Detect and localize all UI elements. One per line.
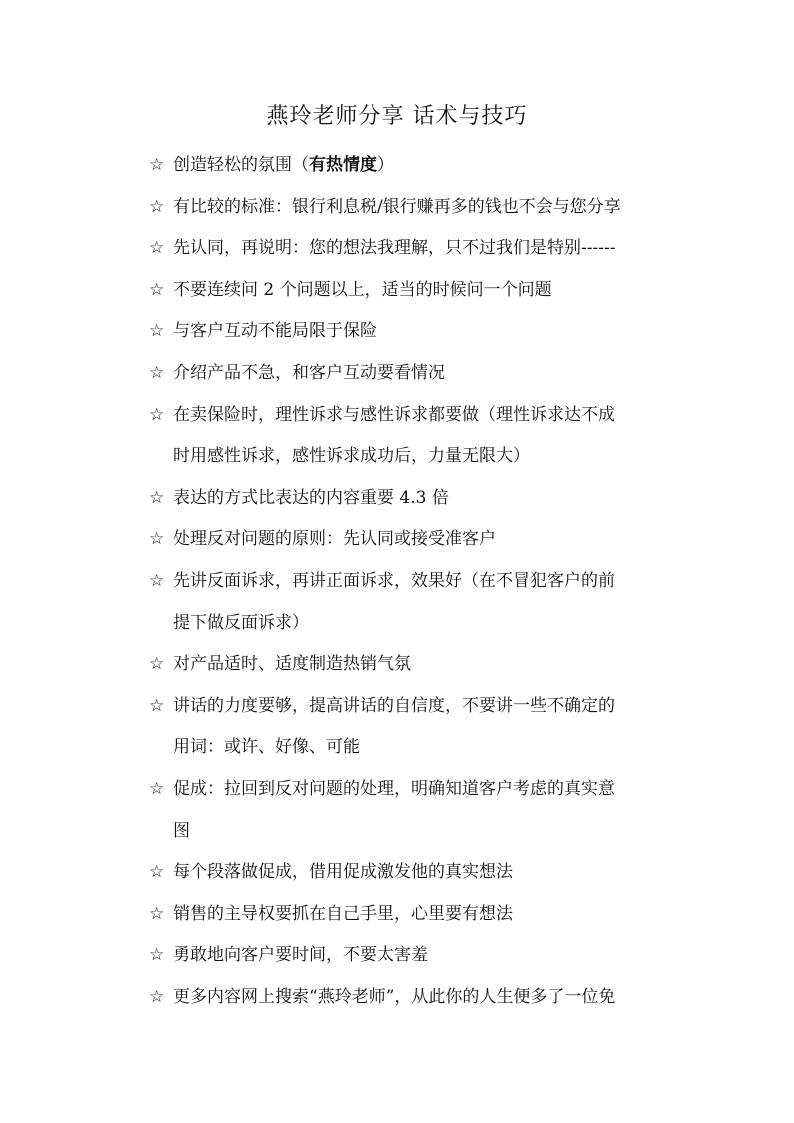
list-item bbox=[149, 395, 689, 478]
list-item-continuation: 图 bbox=[173, 820, 190, 841]
star-bullet-icon: ☆ bbox=[149, 487, 165, 508]
list-item-main-text: 表达的方式比表达的内容重要 4.3 倍 bbox=[173, 487, 449, 508]
list-item bbox=[149, 228, 689, 270]
list-item-text bbox=[173, 311, 689, 353]
list-item-main-text: 创造轻松的氛围（ bbox=[173, 155, 309, 175]
star-bullet-icon: ☆ bbox=[149, 321, 165, 342]
star-bullet-icon: ☆ bbox=[149, 778, 165, 799]
star-bullet-icon: ☆ bbox=[149, 238, 165, 259]
list-item-main-text: 勇敢地向客户要时间，不要太害羞 bbox=[173, 945, 428, 966]
list-item-text bbox=[173, 644, 689, 686]
list-item-main-text: 先讲反面诉求，再讲正面诉求，效果好（在不冒犯客户的前 bbox=[173, 570, 615, 591]
list-item-text bbox=[173, 228, 689, 270]
list-item bbox=[149, 852, 689, 894]
list-item-main-text: 讲话的力度要够，提高讲话的自信度，不要讲一些不确定的 bbox=[173, 695, 615, 716]
list-item-main-text: 销售的主导权要抓在自己手里，心里要有想法 bbox=[173, 903, 513, 924]
list-item bbox=[149, 311, 689, 353]
bullet-list bbox=[149, 145, 689, 1018]
star-bullet-icon: ☆ bbox=[149, 570, 165, 591]
list-item-text bbox=[173, 270, 689, 312]
list-item bbox=[149, 644, 689, 686]
list-item bbox=[149, 935, 689, 977]
star-bullet-icon: ☆ bbox=[149, 862, 165, 883]
list-item-text bbox=[173, 478, 689, 520]
list-item bbox=[149, 519, 689, 561]
star-bullet-icon: ☆ bbox=[149, 362, 165, 383]
list-item-text bbox=[173, 561, 689, 603]
list-item-text bbox=[173, 977, 689, 1019]
list-item bbox=[149, 686, 689, 769]
list-item bbox=[149, 894, 689, 936]
list-item-main-text: 在卖保险时，理性诉求与感性诉求都要做（理性诉求达不成 bbox=[173, 404, 615, 425]
star-bullet-icon: ☆ bbox=[149, 404, 165, 425]
list-item-tail-text: ） bbox=[377, 155, 394, 175]
star-bullet-icon: ☆ bbox=[149, 196, 165, 217]
list-item-main-text: 更多内容网上搜索“燕玲老师”，从此你的人生便多了一位免 bbox=[173, 986, 616, 1007]
star-bullet-icon: ☆ bbox=[149, 279, 165, 300]
star-bullet-icon: ☆ bbox=[149, 654, 165, 675]
list-item-continuation: 提下做反面诉求） bbox=[173, 612, 309, 633]
list-item bbox=[149, 769, 689, 852]
list-item-main-text: 对产品适时、适度制造热销气氛 bbox=[173, 654, 411, 675]
list-item-text bbox=[173, 894, 689, 936]
list-item-text bbox=[173, 353, 689, 395]
list-item-bold-text: 有热情度 bbox=[309, 155, 377, 175]
list-item-text bbox=[173, 395, 689, 437]
list-item bbox=[149, 270, 689, 312]
star-bullet-icon: ☆ bbox=[149, 903, 165, 924]
star-bullet-icon: ☆ bbox=[149, 529, 165, 550]
list-item-text bbox=[173, 519, 689, 561]
list-item-main-text: 不要连续问 2 个问题以上，适当的时候问一个问题 bbox=[173, 279, 552, 300]
list-item-main-text: 处理反对问题的原则：先认同或接受准客户 bbox=[173, 529, 496, 550]
document-title: 燕玲老师分享 话术与技巧 bbox=[266, 104, 528, 129]
list-item bbox=[149, 145, 689, 187]
list-item-text bbox=[173, 686, 689, 728]
list-item-text bbox=[173, 769, 689, 811]
list-item-text bbox=[173, 145, 689, 187]
list-item-main-text: 每个段落做促成，借用促成激发他的真实想法 bbox=[173, 862, 513, 883]
star-bullet-icon: ☆ bbox=[149, 155, 165, 175]
list-item-continuation: 时用感性诉求，感性诉求成功后，力量无限大） bbox=[173, 446, 530, 467]
list-item-text bbox=[173, 187, 689, 229]
star-bullet-icon: ☆ bbox=[149, 695, 165, 716]
list-item-text bbox=[173, 852, 689, 894]
list-item bbox=[149, 187, 689, 229]
list-item-main-text: 介绍产品不急，和客户互动要看情况 bbox=[173, 362, 445, 383]
list-item bbox=[149, 353, 689, 395]
star-bullet-icon: ☆ bbox=[149, 986, 165, 1007]
star-bullet-icon: ☆ bbox=[149, 945, 165, 966]
list-item bbox=[149, 977, 689, 1019]
list-item-main-text: 先认同，再说明：您的想法我理解，只不过我们是特别------ bbox=[173, 238, 616, 259]
list-item-text bbox=[173, 935, 689, 977]
list-item bbox=[149, 561, 689, 644]
list-item-continuation: 用词：或许、好像、可能 bbox=[173, 737, 360, 758]
list-item bbox=[149, 478, 689, 520]
list-item-main-text: 有比较的标准：银行利息税/银行赚再多的钱也不会与您分享 bbox=[173, 196, 621, 217]
list-item-main-text: 与客户互动不能局限于保险 bbox=[173, 321, 377, 342]
list-item-main-text: 促成：拉回到反对问题的处理，明确知道客户考虑的真实意 bbox=[173, 778, 615, 799]
